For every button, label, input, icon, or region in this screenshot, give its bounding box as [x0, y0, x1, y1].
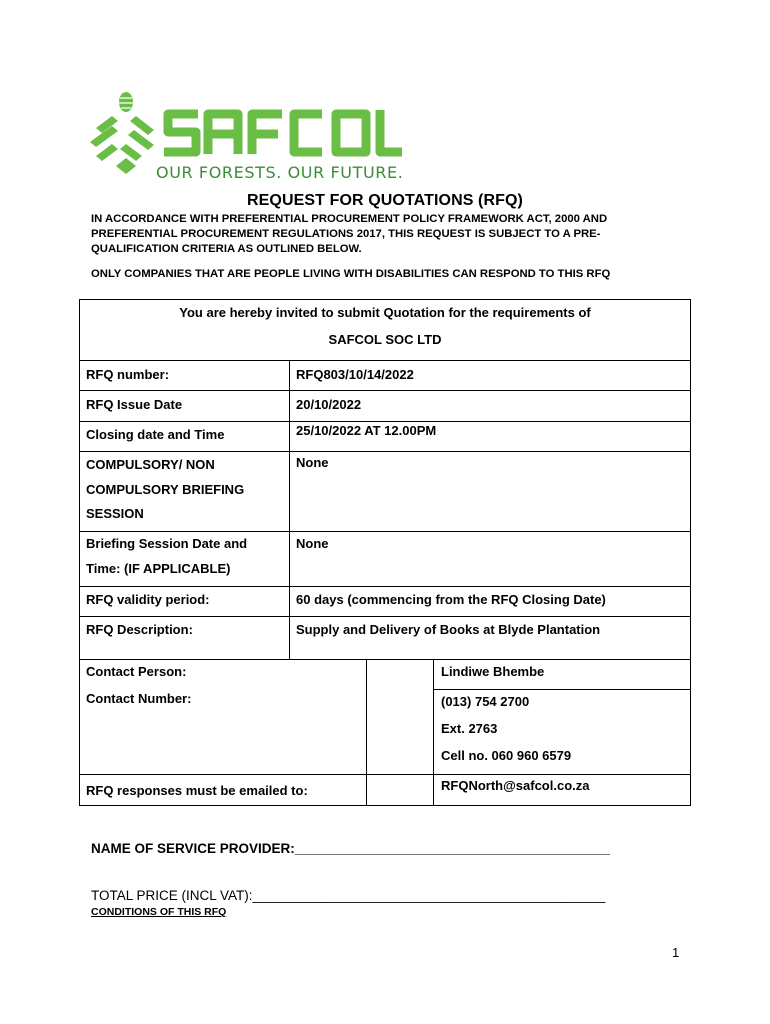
total-price-field: TOTAL PRICE (INCL VAT):_______________________________________________ — [91, 888, 606, 903]
issue-date-value: 20/10/2022 — [296, 397, 362, 412]
invite-line-2: SAFCOL SOC LTD — [328, 332, 442, 347]
intro-line: IN ACCORDANCE WITH PREFERENTIAL PROCUREMENT POLICY FRAMEWORK ACT, 2000 AND — [91, 213, 608, 225]
intro-line: QUALIFICATION CRITERIA AS OUTLINED BELOW. — [91, 243, 362, 255]
contact-person-label: Contact Person: — [86, 664, 187, 679]
invite-line-1: You are hereby invited to submit Quotation for the requirements of — [179, 305, 591, 320]
safcol-logo-graphic — [86, 90, 406, 182]
service-provider-field: NAME OF SERVICE PROVIDER:__________________________________________ — [91, 841, 611, 856]
briefing-date-label-line: Briefing Session Date and — [86, 536, 248, 551]
briefing-label-line: COMPULSORY BRIEFING — [86, 482, 245, 497]
contact-number-label: Contact Number: — [86, 691, 192, 706]
contact-number-line: Cell no. 060 960 6579 — [441, 748, 572, 763]
briefing-date-label-line: Time: (IF APPLICABLE) — [86, 561, 231, 576]
rfq-number-value: RFQ803/10/14/2022 — [296, 367, 414, 382]
table-column-divider — [289, 360, 290, 659]
validity-value: 60 days (commencing from the RFQ Closing Date) — [296, 592, 606, 607]
intro-line: PREFERENTIAL PROCUREMENT REGULATIONS 2017, THIS REQUEST IS SUBJECT TO A PRE- — [91, 228, 601, 240]
closing-date-value: 25/10/2022 AT 12.00PM — [296, 423, 437, 438]
briefing-value: None — [296, 455, 329, 470]
briefing-label-line: COMPULSORY/ NON — [86, 457, 215, 472]
email-value: RFQNorth@safcol.co.za — [441, 778, 590, 793]
description-value: Supply and Delivery of Books at Blyde Plantation — [296, 622, 601, 637]
description-label: RFQ Description: — [86, 622, 193, 637]
eligibility-notice: ONLY COMPANIES THAT ARE PEOPLE LIVING WITH DISABILITIES CAN RESPOND TO THIS RFQ — [91, 268, 611, 280]
safcol-logo — [86, 90, 406, 182]
contact-divider — [79, 774, 690, 775]
contact-column-divider — [433, 659, 434, 806]
conditions-heading: CONDITIONS OF THIS RFQ — [91, 906, 227, 918]
email-label: RFQ responses must be emailed to: — [86, 783, 308, 798]
contact-person-value: Lindiwe Bhembe — [441, 664, 545, 679]
issue-date-label: RFQ Issue Date — [86, 397, 183, 412]
document-title: REQUEST FOR QUOTATIONS (RFQ) — [247, 192, 523, 209]
pine-cone-leaves-icon — [90, 92, 154, 174]
table-divider — [79, 390, 690, 391]
contact-number-line: (013) 754 2700 — [441, 694, 530, 709]
logo-tagline: OUR FORESTS. OUR FUTURE. — [156, 163, 404, 182]
page-number: 1 — [672, 945, 680, 960]
table-divider — [79, 360, 690, 361]
rfq-number-label: RFQ number: — [86, 367, 170, 382]
intro-paragraph — [91, 212, 691, 257]
contact-column-divider — [366, 659, 367, 806]
contact-number-line: Ext. 2763 — [441, 721, 498, 736]
closing-date-label: Closing date and Time — [86, 427, 225, 442]
validity-label: RFQ validity period: — [86, 592, 210, 607]
briefing-label-line: SESSION — [86, 506, 144, 521]
briefing-date-value: None — [296, 536, 329, 551]
